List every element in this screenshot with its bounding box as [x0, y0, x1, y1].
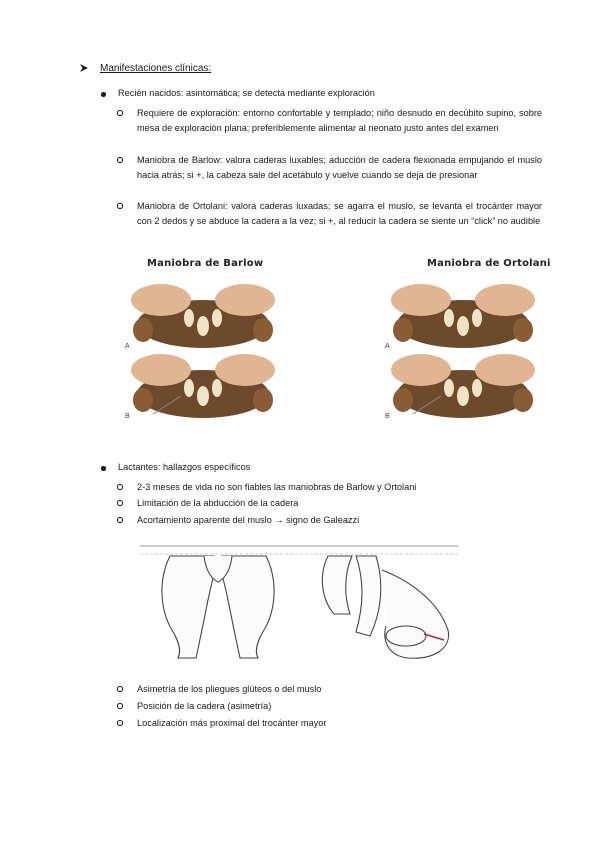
circle-bullet-icon [117, 484, 123, 490]
circle-bullet-icon [117, 720, 123, 726]
list-item [117, 106, 547, 150]
list-item [117, 716, 547, 731]
infants-item-1: 2-3 meses de vida no son fiables las maniobras de Barlow y Ortolani [137, 482, 417, 492]
list-item [117, 699, 547, 714]
list-item [117, 513, 547, 528]
circle-bullet-icon [117, 500, 123, 506]
panel-b-label: B [125, 413, 130, 420]
barlow-panel-a [125, 284, 275, 350]
section-heading-text: Manifestaciones clínicas: [100, 63, 212, 74]
newborns-item-1: Requiere de exploración: entorno confortable y templado; niño desnudo en decúbito supino, sobre mesa de exploración plana; preferiblemente alimentar al neonato justo antes del examen [137, 108, 542, 133]
panel-a-label: A [385, 343, 390, 350]
ortolani-panel-b [385, 354, 535, 420]
infants-item-4: Asimetría de los pliegues glúteos o del muslo [137, 684, 322, 694]
list-item [117, 682, 547, 697]
barlow-figure [123, 258, 283, 428]
circle-bullet-icon [117, 110, 123, 116]
ortolani-title: Maniobra de Ortolani [427, 258, 551, 269]
barlow-title: Maniobra de Barlow [147, 258, 264, 269]
circle-bullet-icon [117, 517, 123, 523]
circle-bullet-icon [117, 157, 123, 163]
list-item [117, 480, 547, 495]
barlow-illustration [123, 274, 283, 434]
infants-item-5: Posición de la cadera (asimetría) [137, 701, 272, 711]
list-item [117, 199, 547, 243]
barlow-panel-b [125, 354, 275, 420]
panel-b-label: B [385, 413, 390, 420]
bullet-dot-icon [101, 466, 106, 471]
ortolani-panel-a [385, 284, 535, 350]
ortolani-illustration [383, 274, 543, 434]
newborns-item-2: Maniobra de Barlow: valora caderas luxables; aducción de cadera flexionada empujando el muslo hacia atrás; si +, la cabeza sale del acetábulo y vuelve cuando se deja de presionar [137, 155, 542, 180]
infants-label: Lactantes: hallazgos específicos [118, 462, 251, 472]
galeazzi-illustration [138, 540, 460, 668]
infants-item-6: Localización más proximal del trocánter mayor [137, 718, 327, 728]
circle-bullet-icon [117, 203, 123, 209]
infants-item-2: Limitación de la abducción de la cadera [137, 498, 299, 508]
infants-item-3: Acortamiento aparente del muslo → signo de Galeazzi [137, 515, 360, 525]
bullet-dot-icon [101, 92, 106, 97]
circle-bullet-icon [117, 703, 123, 709]
ortolani-figure [383, 258, 551, 428]
circle-bullet-icon [117, 686, 123, 692]
arrowhead-bullet-icon [79, 63, 89, 73]
list-item [117, 153, 547, 197]
panel-a-label: A [125, 343, 130, 350]
list-item [117, 496, 547, 511]
newborns-label: Recién nacidos: asintomática; se detecta mediante exploración [118, 88, 375, 98]
newborns-item-3: Maniobra de Ortolani: valora caderas luxadas; se agarra el muslo, se levanta el trocánter mayor con 2 dedos y se abduce la cadera a la vez; si +, al reducir la cadera se siente un “click” no audible [137, 201, 542, 226]
